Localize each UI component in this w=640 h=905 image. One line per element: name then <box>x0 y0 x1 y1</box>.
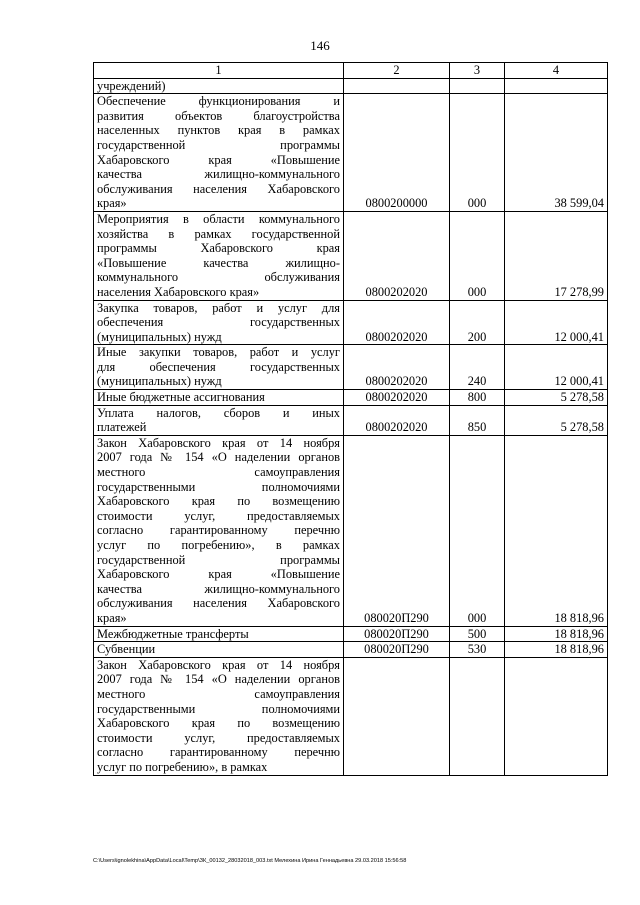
description-line: обеспечения государственных <box>97 315 340 330</box>
table-row <box>94 435 608 626</box>
description-line: платежей <box>97 420 147 435</box>
row-amount: 5 278,58 <box>505 405 608 435</box>
row-expense-type: 000 <box>450 435 505 626</box>
budget-table <box>93 62 608 776</box>
table-row <box>94 211 608 300</box>
row-amount: 18 818,96 <box>505 642 608 658</box>
table-row <box>94 94 608 212</box>
row-amount: 5 278,58 <box>505 390 608 406</box>
description-line: населенных пунктов края в рамках <box>97 123 340 138</box>
description-line: государственными полномочиями <box>97 701 340 716</box>
row-amount: 12 000,41 <box>505 345 608 390</box>
description-line: Иные бюджетные ассигнования <box>97 390 265 405</box>
row-amount: 17 278,99 <box>505 211 608 300</box>
row-expense-type: 240 <box>450 345 505 390</box>
table-row <box>94 390 608 406</box>
row-expense-type: 000 <box>450 94 505 212</box>
table-header-row <box>94 63 608 79</box>
row-description <box>94 405 344 435</box>
row-expense-type: 850 <box>450 405 505 435</box>
description-line: государственной программы <box>97 552 340 567</box>
row-target-code <box>344 657 450 775</box>
row-description <box>94 211 344 300</box>
description-line: программы Хабаровского края <box>97 241 340 256</box>
row-target-code: 0800202020 <box>344 405 450 435</box>
row-target-code: 0800202020 <box>344 211 450 300</box>
row-target-code: 0800202020 <box>344 345 450 390</box>
description-line: обслуживания населения Хабаровского <box>97 181 340 196</box>
row-expense-type: 000 <box>450 211 505 300</box>
table-row <box>94 405 608 435</box>
row-target-code: 080020П290 <box>344 626 450 642</box>
description-line: Хабаровского края «Повышение <box>97 567 340 582</box>
description-line: согласно гарантированному перечню <box>97 745 340 760</box>
description-line: Уплата налогов, сборов и иных <box>97 405 340 420</box>
description-line: Закон Хабаровского края от 14 ноября <box>97 657 340 672</box>
row-amount: 12 000,41 <box>505 300 608 345</box>
row-description <box>94 435 344 626</box>
row-description <box>94 642 344 658</box>
row-target-code <box>344 78 450 94</box>
description-line: государственной программы <box>97 137 340 152</box>
table-row <box>94 657 608 775</box>
description-line: «Повышение качества жилищно- <box>97 255 340 270</box>
description-line: обслуживания населения Хабаровского <box>97 596 340 611</box>
row-amount <box>505 78 608 94</box>
description-line: стоимости услуг, предоставляемых <box>97 508 340 523</box>
description-line: Закупка товаров, работ и услуг для <box>97 300 340 315</box>
description-line: населения Хабаровского края» <box>97 284 260 299</box>
description-line: Мероприятия в области коммунального <box>97 211 340 226</box>
description-line: Межбюджетные трансферты <box>97 626 249 641</box>
description-line: Субвенции <box>97 642 156 657</box>
row-expense-type <box>450 78 505 94</box>
description-line: 2007 года № 154 «О наделении органов <box>97 450 340 465</box>
description-line: Хабаровского края по возмещению <box>97 716 340 731</box>
row-target-code: 080020П290 <box>344 642 450 658</box>
row-expense-type <box>450 657 505 775</box>
description-line: местного самоуправления <box>97 465 340 480</box>
page-number: 146 <box>310 38 330 53</box>
row-amount: 18 818,96 <box>505 626 608 642</box>
row-description <box>94 78 344 94</box>
description-line: Обеспечение функционирования и <box>97 94 340 109</box>
description-line: стоимости услуг, предоставляемых <box>97 730 340 745</box>
row-amount <box>505 657 608 775</box>
description-line: развития объектов благоустройства <box>97 108 340 123</box>
table-row <box>94 642 608 658</box>
row-expense-type: 200 <box>450 300 505 345</box>
row-amount: 18 818,96 <box>505 435 608 626</box>
description-line: услуг по погребению», в рамках <box>97 759 268 774</box>
description-line: местного самоуправления <box>97 686 340 701</box>
description-line: Хабаровского края по возмещению <box>97 494 340 509</box>
row-description <box>94 94 344 212</box>
row-target-code: 080020П290 <box>344 435 450 626</box>
column-header-3: 3 <box>450 63 505 79</box>
column-header-4: 4 <box>505 63 608 79</box>
row-target-code: 0800200000 <box>344 94 450 212</box>
description-line: коммунального обслуживания <box>97 270 340 285</box>
table-row <box>94 300 608 345</box>
column-header-2: 2 <box>344 63 450 79</box>
table-row <box>94 626 608 642</box>
row-expense-type: 500 <box>450 626 505 642</box>
description-line: качества жилищно-коммунального <box>97 581 340 596</box>
row-target-code: 0800202020 <box>344 390 450 406</box>
table-row <box>94 345 608 390</box>
row-description <box>94 626 344 642</box>
description-line: хозяйства в рамках государственной <box>97 226 340 241</box>
description-line: (муниципальных) нужд <box>97 329 222 344</box>
description-line: согласно гарантированному перечню <box>97 523 340 538</box>
column-header-1: 1 <box>94 63 344 79</box>
description-line: края» <box>97 610 127 625</box>
description-line: услуг по погребению», в рамках <box>97 538 340 552</box>
description-line: Иные закупки товаров, работ и услуг <box>97 345 340 360</box>
description-line: учреждений) <box>97 78 166 93</box>
row-target-code: 0800202020 <box>344 300 450 345</box>
description-line: Закон Хабаровского края от 14 ноября <box>97 435 340 450</box>
description-line: края» <box>97 196 127 211</box>
description-line: (муниципальных) нужд <box>97 374 222 389</box>
table-row <box>94 78 608 94</box>
row-description <box>94 300 344 345</box>
row-description <box>94 390 344 406</box>
row-expense-type: 800 <box>450 390 505 406</box>
description-line: государственными полномочиями <box>97 479 340 494</box>
row-description <box>94 657 344 775</box>
row-expense-type: 530 <box>450 642 505 658</box>
row-description <box>94 345 344 390</box>
description-line: качества жилищно-коммунального <box>97 167 340 182</box>
description-line: для обеспечения государственных <box>97 359 340 374</box>
row-amount: 38 599,04 <box>505 94 608 212</box>
description-line: 2007 года № 154 «О наделении органов <box>97 672 340 687</box>
file-path-footer: C:\Users\ignolekhina\AppData\Local\Temp\ЗК_00132_28032018_003.txt Мелехина Ирина Геннадьевна 29.03.2018 15:56:58 <box>93 858 407 864</box>
table-body <box>94 78 608 775</box>
description-line: Хабаровского края «Повышение <box>97 152 340 167</box>
